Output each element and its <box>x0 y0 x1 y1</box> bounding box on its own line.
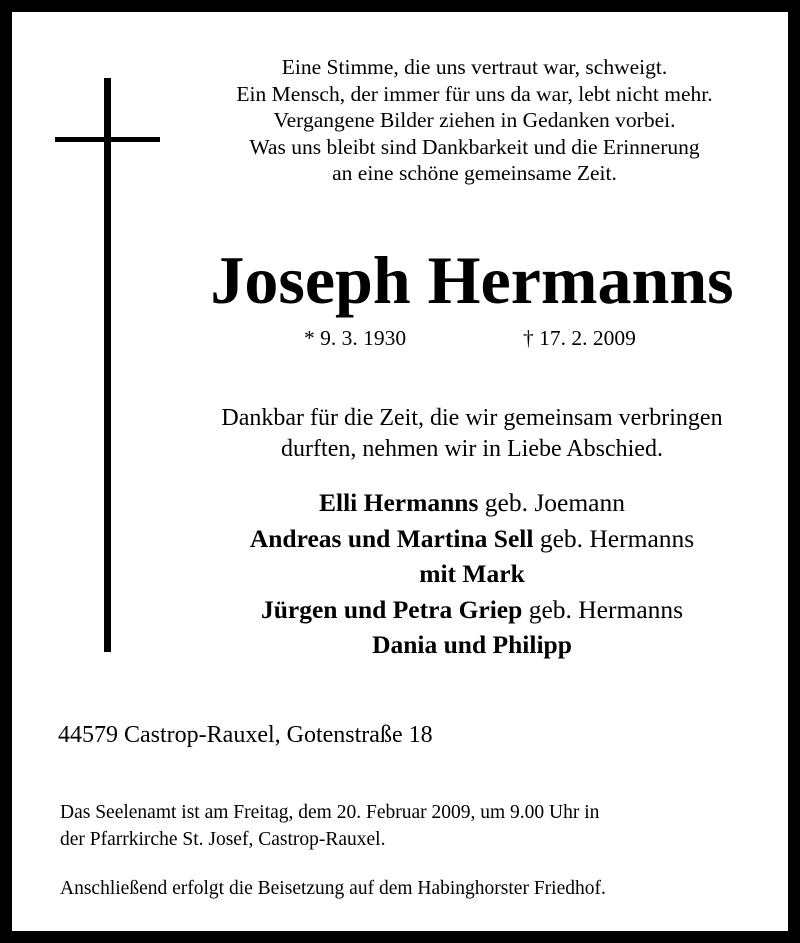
poem-line: Ein Mensch, der immer für uns da war, lebt nicht mehr. <box>236 81 713 106</box>
service-line: der Pfarrkirche St. Josef, Castrop-Rauxel. <box>60 828 386 850</box>
death-date: † 17. 2. 2009 <box>523 326 636 350</box>
family-note: geb. Hermanns <box>533 523 695 553</box>
family-line <box>162 627 782 663</box>
cross-icon-bar <box>55 137 160 142</box>
poem-line: Eine Stimme, die uns vertraut war, schweigt. <box>281 55 668 79</box>
thanks-line: Dankbar für die Zeit, die wir gemeinsam verbringen <box>221 405 723 431</box>
burial-notice: Anschließend erfolgt die Beisetzung auf dem Habinghorster Friedhof. <box>60 878 606 899</box>
family-name: mit Mark <box>419 559 525 588</box>
thanks-line: durften, nehmen wir in Liebe Abschied. <box>281 436 663 462</box>
poem-line: Vergangene Bilder ziehen in Gedanken vorbei. <box>273 108 676 132</box>
family-line <box>162 592 782 628</box>
poem-line: an eine schöne gemeinsame Zeit. <box>332 161 617 185</box>
family-name: Andreas und Martina Sell <box>249 523 534 553</box>
address: 44579 Castrop-Rauxel, Gotenstraße 18 <box>58 722 433 748</box>
birth-date: * 9. 3. 1930 <box>304 326 407 350</box>
family-list <box>162 485 782 663</box>
service-notice <box>60 800 780 853</box>
cross-icon <box>104 78 111 652</box>
service-line: Das Seelenamt ist am Freitag, dem 20. Februar 2009, um 9.00 Uhr in <box>60 802 600 823</box>
poem-line: Was uns bleibt sind Dankbarkeit und die Erinnerung <box>249 134 700 159</box>
family-line <box>162 521 782 557</box>
poem <box>182 54 767 187</box>
family-name: Dania und Philipp <box>372 630 572 659</box>
family-note: geb. Joemann <box>478 488 625 517</box>
thanks-text <box>172 403 772 465</box>
obituary-card <box>12 12 788 931</box>
family-name: Elli Hermanns <box>319 488 479 517</box>
family-line <box>162 485 782 521</box>
deceased-name: Joseph Hermanns <box>210 242 734 318</box>
family-note: geb. Hermanns <box>522 594 684 624</box>
family-line <box>162 556 782 592</box>
family-name: Jürgen und Petra Griep <box>260 594 523 624</box>
